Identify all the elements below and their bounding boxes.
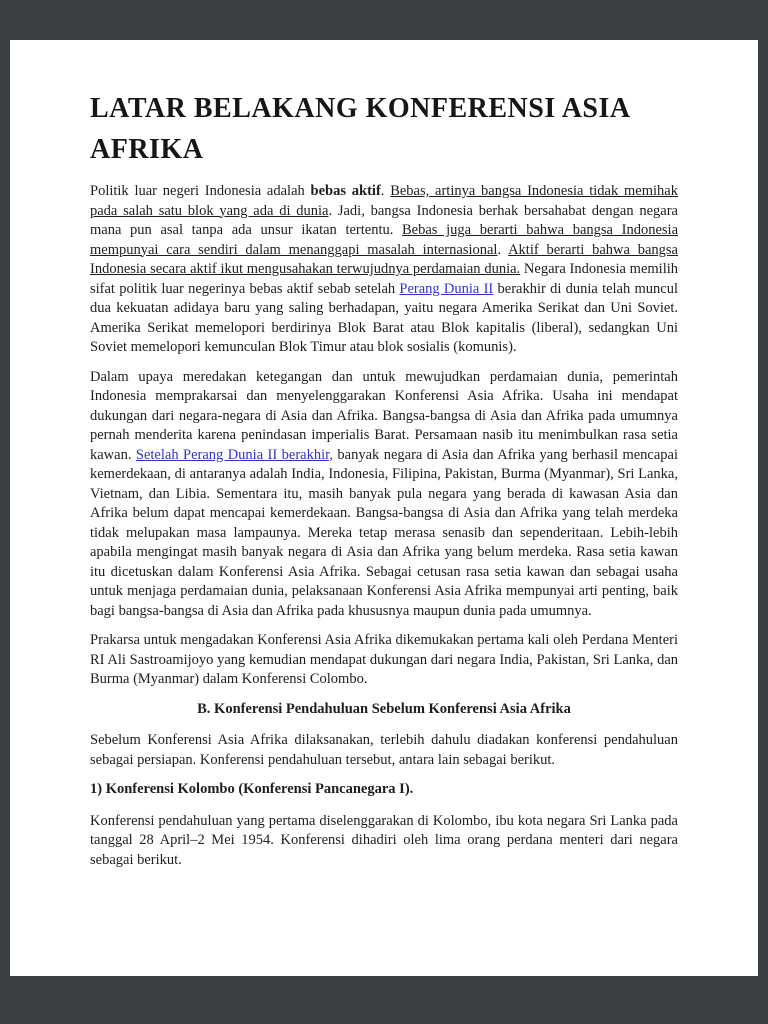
text-run: Bebas juga berarti bahwa bangsa Indonesia mempunyai cara sendiri dalam menanggapi masalah internasional: [90, 222, 678, 258]
body-paragraph: [90, 731, 678, 770]
text-run: Konferensi pendahuluan yang pertama diselenggarakan di Kolombo, ibu kota negara Sri Lanka pada tanggal 28 April–2 Mei 1954. Konferensi dihadiri oleh lima orang perdana menteri dari negara sebagai berikut.: [90, 812, 678, 868]
document-body: [90, 182, 678, 870]
document-content: [90, 88, 678, 880]
text-run: Prakarsa untuk mengadakan Konferensi Asia Afrika dikemukakan pertama kali oleh Perdana Menteri RI Ali Sastroamijoyo yang kemudian mendapat dukungan dari negara India, Pakistan, Sri Lanka, dan Burma (Myanmar) dalam Konferensi Colombo.: [90, 632, 678, 687]
body-paragraph: [90, 812, 678, 871]
text-run: .: [380, 183, 391, 199]
body-paragraph: [90, 368, 678, 622]
text-run: Bebas, artinya bangsa Indonesia tidak memihak pada salah satu blok yang ada di dunia: [90, 183, 678, 219]
section-heading: [90, 700, 678, 720]
text-run: Aktif berarti bahwa bangsa Indonesia secara aktif ikut mengusahakan terwujudnya perdamaian dunia.: [90, 241, 678, 277]
body-paragraph: [90, 182, 678, 358]
text-run: berakhir di dunia telah muncul dua kekuatan adidaya baru yang saling berhadapan, yaitu negara Amerika Serikat dan Uni Soviet. Amerika Serikat memelopori berdirinya Blok Barat atau Blok kapitalis (liberal), sedangkan Uni Soviet memelopori kemunculan Blok Timur atau blok sosialis (komunis).: [90, 280, 678, 355]
text-run: banyak negara di Asia dan Afrika yang berhasil mencapai kemerdekaan, di antaranya adalah India, Indonesia, Filipina, Pakistan, Burma (Myanmar), Sri Lanka, Vietnam, dan Libia. Sementara itu, masih banyak pula negara yang berada di kawasan Asia dan Afrika belum dapat mencapai kemerdekaan. Bangsa-bangsa di Asia dan Afrika yang telah merdeka tidak melupakan masa lampaunya. Mereka tetap merasa senasib dan sependeritaan. Lebih-lebih apabila mengingat masih banyak negara di Asia dan Afrika yang belum merdeka. Rasa setia kawan itu dicetuskan dalam Konferensi Asia Afrika. Sebagai cetusan rasa setia kawan dan sebagai usaha untuk menjaga perdamaian dunia, pelaksanaan Konferensi Asia Afrika mempunyai arti penting, baik bagi bangsa-bangsa di Asia dan Afrika pada khususnya maupun dunia pada umumnya.: [90, 446, 679, 619]
document-page: [10, 40, 758, 976]
text-run: . Jadi, bangsa Indonesia berhak bersahabat dengan negara mana pun asal tanpa ada unsur ikatan tertentu.: [90, 202, 678, 238]
text-run: Negara Indonesia memilih sifat politik luar negerinya bebas aktif sebab setelah: [90, 261, 678, 297]
hyperlink[interactable]: Setelah Perang Dunia II berakhir,: [135, 446, 333, 463]
text-run: Dalam upaya meredakan ketegangan dan untuk mewujudkan perdamaian dunia, pemerintah Indonesia memprakarsai dan menyelenggarakan Konferensi Asia Afrika. Usaha ini mendapat dukungan dari negara-negara di Asia dan Afrika. Bangsa-bangsa di Asia dan Afrika pada umumnya pernah menderita karena penindasan imperialis Barat. Persamaan nasib itu menimbulkan rasa setia kawan.: [90, 368, 678, 463]
text-run: B. Konferensi Pendahuluan Sebelum Konferensi Asia Afrika: [197, 700, 571, 717]
subsection-heading: [90, 780, 678, 800]
document-title: LATAR BELAKANG KONFERENSI ASIA AFRIKA: [90, 93, 630, 165]
text-run: 1) Konferensi Kolombo (Konferensi Pancanegara I).: [90, 781, 414, 797]
body-paragraph: [90, 631, 678, 690]
hyperlink[interactable]: Perang Dunia II: [399, 280, 494, 297]
text-run: Politik luar negeri Indonesia adalah: [90, 183, 311, 199]
text-run: Sebelum Konferensi Asia Afrika dilaksanakan, terlebih dahulu diadakan konferensi pendahuluan sebagai persiapan. Konferensi pendahuluan tersebut, antara lain sebagai berikut.: [90, 732, 678, 768]
text-run: bebas aktif: [310, 183, 381, 199]
text-run: .: [497, 241, 509, 258]
